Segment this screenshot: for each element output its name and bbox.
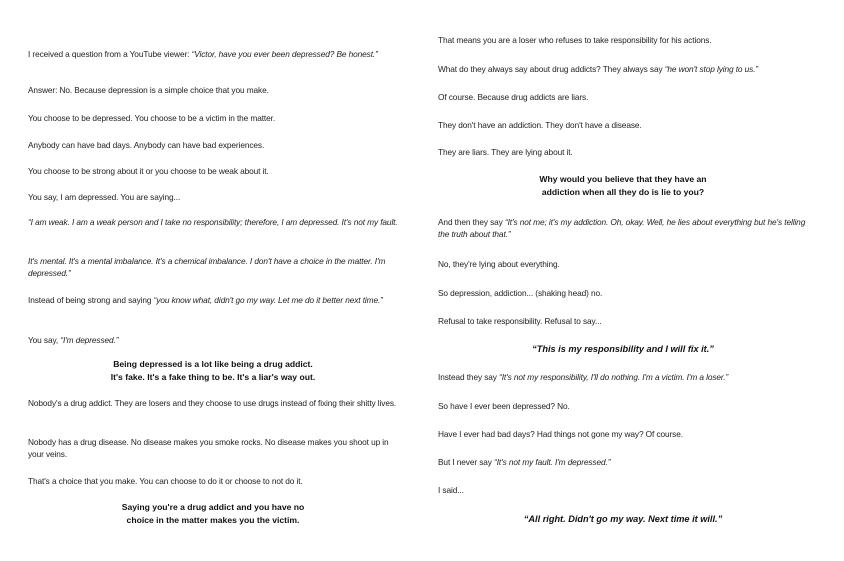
paragraph: What do they always say about drug addicts? They always say “he won't stop lying to us.” [438,64,759,74]
paragraph: I received a question from a YouTube viewer: “Victor, have you ever been depressed? Be honest.” [28,49,378,59]
paragraph: Nobody has a drug disease. No disease makes you smoke rocks. No disease makes you shoot up in your veins. [28,437,389,459]
pull-quote: “All right. Didn't go my way. Next time it will.” [523,514,723,524]
paragraph: Anybody can have bad days. Anybody can have bad experiences. [28,140,265,150]
paragraph: “I am weak. I am a weak person and I take no responsibility; therefore, I am depressed. It's not my fault. [28,217,398,227]
paragraph: You choose to be depressed. You choose to be a victim in the matter. [28,113,276,123]
paragraph: Answer: No. Because depression is a simple choice that you make. [28,85,269,95]
paragraph: But I never say “It's not my fault. I'm depressed.” [438,457,611,467]
paragraph: Have I ever had bad days? Had things not gone my way? Of course. [438,429,683,439]
paragraph: You say, “I'm depressed.” [28,335,119,345]
paragraph: And then they say “It's not me; it's my addiction. Oh, okay. Well, he lies about everything but he's telling the truth about that.” [438,217,806,239]
paragraph: They don't have an addiction. They don't have a disease. [438,120,642,130]
pull-quote: “This is my responsibility and I will fix it.” [532,344,714,354]
paragraph: I said... [438,485,464,495]
paragraph: You say, I am depressed. You are saying... [28,192,181,202]
paragraph: No, they're lying about everything. [438,259,560,269]
section-heading: Being depressed is a lot like being a drug addict. It's fake. It's a fake thing to be. It's a liar's way out. [110,359,316,382]
paragraph: They are liars. They are lying about it. [438,147,573,157]
paragraph: Nobody's a drug addict. They are losers and they choose to use drugs instead of fixing their shitty lives. [28,398,397,408]
paragraph: Instead they say “It's not my responsibility, I'll do nothing. I'm a victim. I'm a loser.” [438,372,729,382]
paragraph: So have I ever been depressed? No. [438,401,570,411]
paragraph: Instead of being strong and saying “you know what, didn't go my way. Let me do it better next time.” [28,295,383,305]
section-heading: Saying you're a drug addict and you have no choice in the matter makes you the victim. [121,502,305,525]
paragraph: That's a choice that you make. You can choose to do it or choose to not do it. [28,476,303,486]
paragraph: You choose to be strong about it or you choose to be weak about it. [28,166,269,176]
section-heading: Why would you believe that they have an addiction when all they do is lie to you? [539,174,707,197]
paragraph: Refusal to take responsibility. Refusal to say... [438,316,602,326]
paragraph: That means you are a loser who refuses to take responsibility for his actions. [438,35,712,45]
paragraph: It's mental. It's a mental imbalance. It's a chemical imbalance. I don't have a choice in the matter. I'm depressed.” [28,256,386,278]
paragraph: So depression, addiction... (shaking head) no. [438,288,603,298]
paragraph: Of course. Because drug addicts are liars. [438,92,589,102]
